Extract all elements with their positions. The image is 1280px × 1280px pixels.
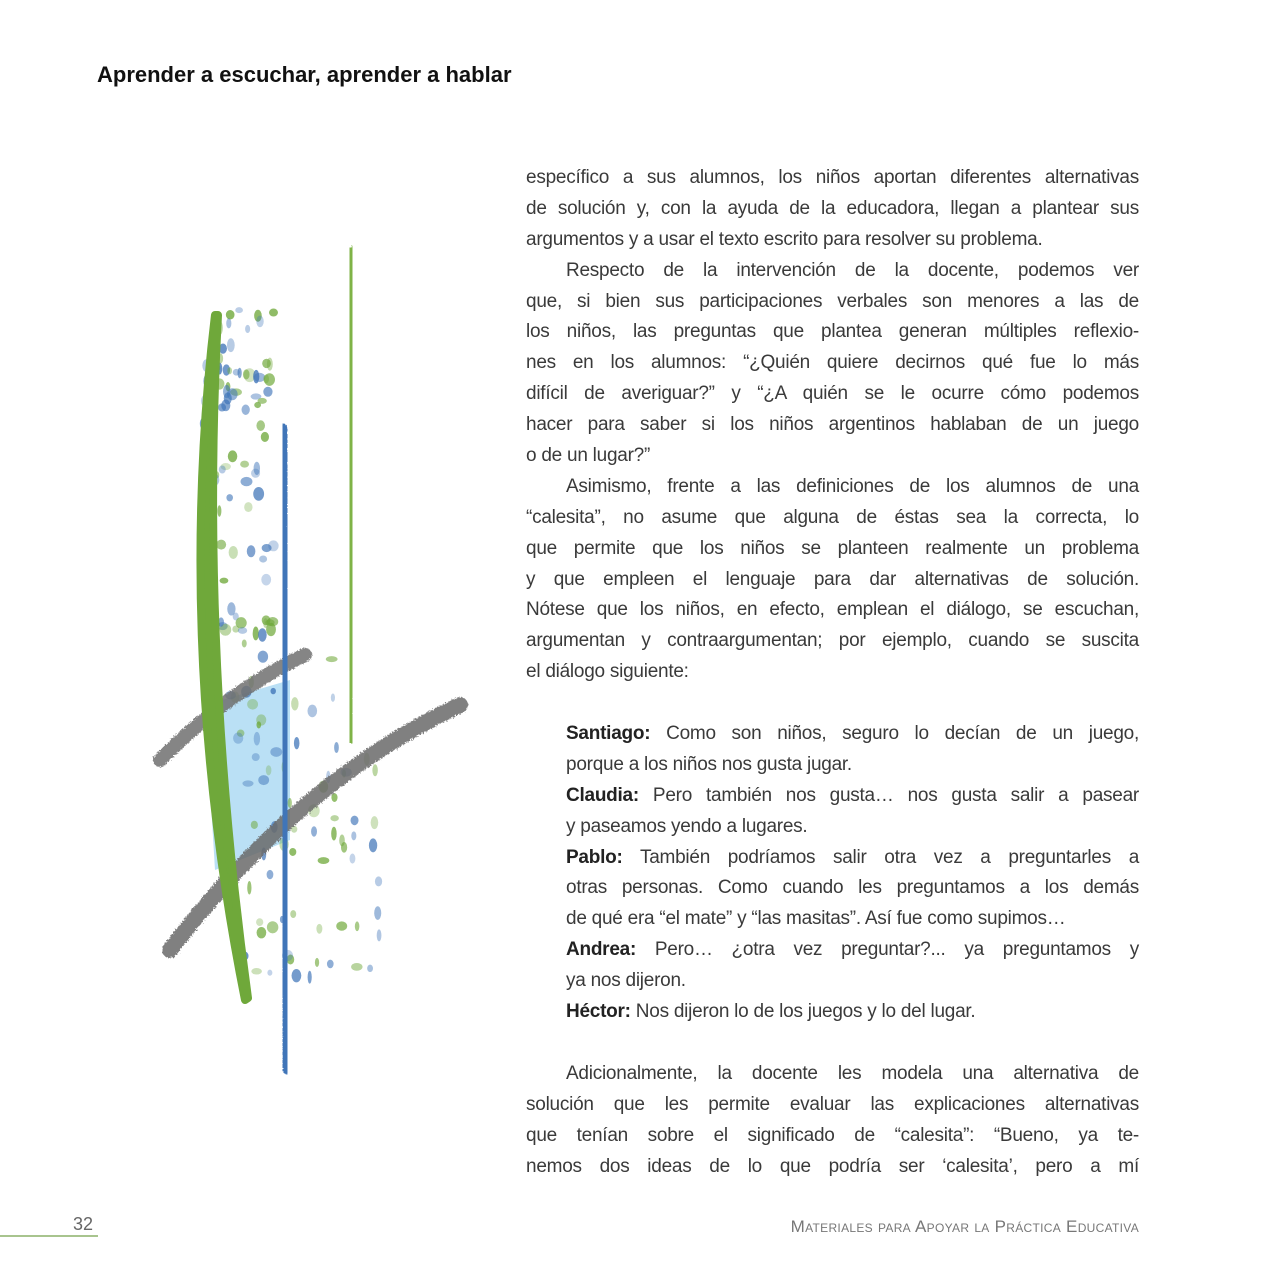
paragraph-line: que, si bien sus participaciones verbales son menores a las de <box>526 290 1139 312</box>
paint-dot <box>227 338 235 352</box>
running-header-title: Aprender a escuchar, aprender a hablar <box>97 62 512 87</box>
dialogue-text: porque a los niños nos gusta jugar. <box>566 753 852 775</box>
paint-dot <box>240 461 249 468</box>
paint-dot <box>256 420 265 431</box>
paint-dot <box>256 721 261 728</box>
footer-rule <box>0 1235 98 1237</box>
paint-dot <box>291 697 298 710</box>
paragraph-line: Nótese que los niños, en efecto, emplean el diálogo, se escuchan, <box>526 599 1139 621</box>
paint-dot <box>294 737 300 749</box>
paint-dot <box>258 651 268 663</box>
paint-dot <box>271 688 276 694</box>
paint-dot <box>290 910 296 918</box>
paint-dot <box>233 732 243 743</box>
paint-dot <box>253 487 264 501</box>
dialogue-speaker: Santiago: <box>566 723 651 745</box>
paint-dot <box>355 921 360 931</box>
paint-dot <box>327 960 334 969</box>
paint-dot <box>351 831 356 840</box>
blue-vertical-stroke <box>283 428 287 1070</box>
green-thin-vertical-stroke <box>350 250 352 740</box>
dialogue-text: otras personas. Como cuando les preguntamos a los demás <box>566 877 1139 899</box>
paint-dot <box>262 544 272 552</box>
paint-dot <box>350 854 356 864</box>
paragraph-line: Adicionalmente, la docente les modela una alternativa de <box>566 1062 1139 1084</box>
paint-dot <box>377 929 382 941</box>
paint-dot <box>253 627 259 641</box>
paint-dot <box>242 640 247 648</box>
paint-dot <box>251 968 262 975</box>
paint-dot <box>331 827 337 841</box>
dialogue-speaker: Claudia: <box>566 784 639 806</box>
paint-dot <box>339 835 345 847</box>
paint-dot <box>256 918 263 926</box>
paint-dot <box>226 310 235 320</box>
paint-dot <box>307 705 317 718</box>
paint-dot <box>256 316 263 328</box>
paint-dot <box>226 494 233 501</box>
dialogue-text: Como son niños, seguro lo decían de un juego, <box>666 723 1139 745</box>
paint-dot <box>227 602 235 615</box>
dialogue-line <box>566 966 1139 997</box>
paint-dot <box>241 477 253 486</box>
dialogue-text: También podríamos salir otra vez a preguntarles a <box>639 846 1140 868</box>
paint-dot <box>316 924 322 934</box>
paint-dot <box>217 505 221 516</box>
paint-dot <box>261 574 271 586</box>
paint-dot <box>351 963 362 971</box>
paint-dot <box>292 969 302 982</box>
paragraph-line: Respecto de la intervención de la docente, podemos ver <box>566 259 1139 281</box>
paint-dot <box>311 826 317 836</box>
paint-dot <box>308 971 312 984</box>
dialogue-line <box>566 750 1139 781</box>
paint-dot <box>226 318 231 328</box>
dialogue-line <box>566 719 1139 750</box>
paint-dot <box>216 540 226 550</box>
dialogue-text: ya nos dijeron. <box>566 970 686 992</box>
dialogue-speaker: Héctor: <box>566 1001 631 1023</box>
dialogue-line <box>566 935 1139 966</box>
paint-dot <box>267 358 273 371</box>
paint-dot <box>269 309 278 317</box>
paint-dot <box>238 627 247 634</box>
paint-dot <box>336 921 347 930</box>
paragraph-line: que permite que los niños se planteen realmente un problema <box>526 537 1139 559</box>
paint-dot <box>367 965 373 972</box>
paragraph-line: nemos dos ideas de lo que podría ser ‘calesita’, pero a mí <box>526 1155 1139 1177</box>
paint-dot <box>259 556 267 563</box>
paint-dot <box>228 450 237 462</box>
paint-dot <box>318 857 330 864</box>
paint-dot <box>220 578 229 584</box>
dialogue-text: y paseamos yendo a lugares. <box>566 815 808 837</box>
paint-dot <box>267 921 278 933</box>
body-text-column <box>526 163 1139 1182</box>
dialogue-speaker: Pablo: <box>566 846 623 868</box>
paint-dot <box>267 970 272 976</box>
page-number: 32 <box>73 1214 94 1234</box>
paint-dot <box>242 405 250 415</box>
paragraph-line: o de un lugar?” <box>526 445 651 467</box>
paragraph-line: hacer para saber si los niños argentinos hablaban de un juego <box>526 414 1139 436</box>
paint-dot <box>242 780 253 786</box>
dialogue-line <box>566 781 1139 812</box>
paint-dot <box>334 742 339 753</box>
paint-dot <box>227 367 232 374</box>
paint-dot <box>244 502 252 512</box>
paint-dot <box>261 432 269 442</box>
paint-dot <box>267 870 274 879</box>
paint-dot <box>247 699 258 710</box>
paint-dot <box>265 619 274 626</box>
paint-dot <box>235 307 243 313</box>
paint-dot <box>266 765 272 775</box>
paragraph-line: Asimismo, frente a las definiciones de los alumnos de una <box>566 475 1139 497</box>
paint-dot <box>371 816 379 829</box>
paint-dot <box>223 385 230 398</box>
dialogue-line <box>566 812 1139 843</box>
paint-dot <box>251 469 260 478</box>
dialogue-line <box>566 873 1139 904</box>
dialogue-line <box>566 904 1139 935</box>
dialogue-text: Pero… ¿otra vez preguntar?... ya preguntamos y <box>654 939 1139 961</box>
paragraph-line: solución que les permite evaluar las explicaciones alternativas <box>526 1093 1139 1115</box>
paragraph-line: específico a sus alumnos, los niños aportan diferentes alternativas <box>526 167 1139 188</box>
paragraph-line: que tenían sobre el significado de “calesita”: “Bueno, ya te- <box>526 1124 1139 1146</box>
dialogue-line <box>566 997 1139 1028</box>
paint-dot <box>251 821 258 829</box>
paint-dot <box>270 747 282 757</box>
paint-dot <box>369 838 377 852</box>
paint-dot <box>257 927 267 938</box>
paint-dot <box>229 546 238 559</box>
paint-dot <box>374 906 381 920</box>
paint-dot <box>238 368 242 379</box>
paragraph-line: los niños, las preguntas que plantea generan múltiples reflexio- <box>526 321 1139 343</box>
paint-dot <box>326 656 338 662</box>
paint-dot <box>254 732 260 746</box>
dialogue-text: Nos dijeron lo de los juegos y lo del lugar. <box>635 1001 976 1023</box>
paint-dot <box>219 466 226 474</box>
paint-dot <box>315 958 319 967</box>
dialogue-text: Pero también nos gusta… nos gusta salir a pasear <box>652 784 1140 806</box>
paragraph-line: nes en los alumnos: “¿Quién quiere decirnos qué fue lo más <box>526 352 1139 374</box>
paint-dot <box>247 881 251 894</box>
paint-dot <box>247 545 256 557</box>
paint-dot <box>258 628 267 641</box>
dialogue-speaker: Andrea: <box>566 939 637 961</box>
paint-dot <box>375 876 382 886</box>
paragraph-line: argumentos y a usar el texto escrito para resolver su problema. <box>526 228 1043 250</box>
paragraph-line: de solución y, con la ayuda de la educadora, llegan a plantear sus <box>526 197 1139 219</box>
spacer <box>526 1028 1139 1059</box>
footer-series-title: Materiales para Apoyar la Práctica Educativa <box>790 1217 1139 1236</box>
paint-dot <box>254 402 261 408</box>
decorative-brush-illustration <box>140 230 480 1090</box>
paint-dot <box>245 325 250 333</box>
paragraph-line: y que empleen el lenguaje para dar alternativas de solución. <box>526 568 1139 590</box>
dialogue-text: de qué era “el mate” y “las masitas”. Así fue como supimos… <box>566 908 1066 930</box>
paragraph-line: “calesita”, no asume que alguna de éstas sea la correcta, lo <box>526 506 1139 528</box>
paint-dot <box>372 764 377 776</box>
paint-dot <box>218 403 226 411</box>
paint-dot <box>351 816 359 826</box>
paint-dot <box>263 387 272 397</box>
paint-dot <box>264 373 275 386</box>
paragraph-line: difícil de averiguar?” y “¿A quién se le ocurre cómo podemos <box>526 383 1139 405</box>
dialogue-line <box>566 843 1139 874</box>
paint-dot <box>252 753 260 761</box>
paint-dot <box>289 848 296 856</box>
paint-dot <box>330 815 338 821</box>
paint-dot <box>331 693 335 701</box>
paragraph-line: el diálogo siguiente: <box>526 661 689 683</box>
paragraph-line: argumentan y contraargumentan; por ejemplo, cuando se suscita <box>526 630 1139 652</box>
paint-dot <box>258 775 269 785</box>
paint-dot <box>331 793 337 802</box>
spacer <box>526 688 1139 719</box>
